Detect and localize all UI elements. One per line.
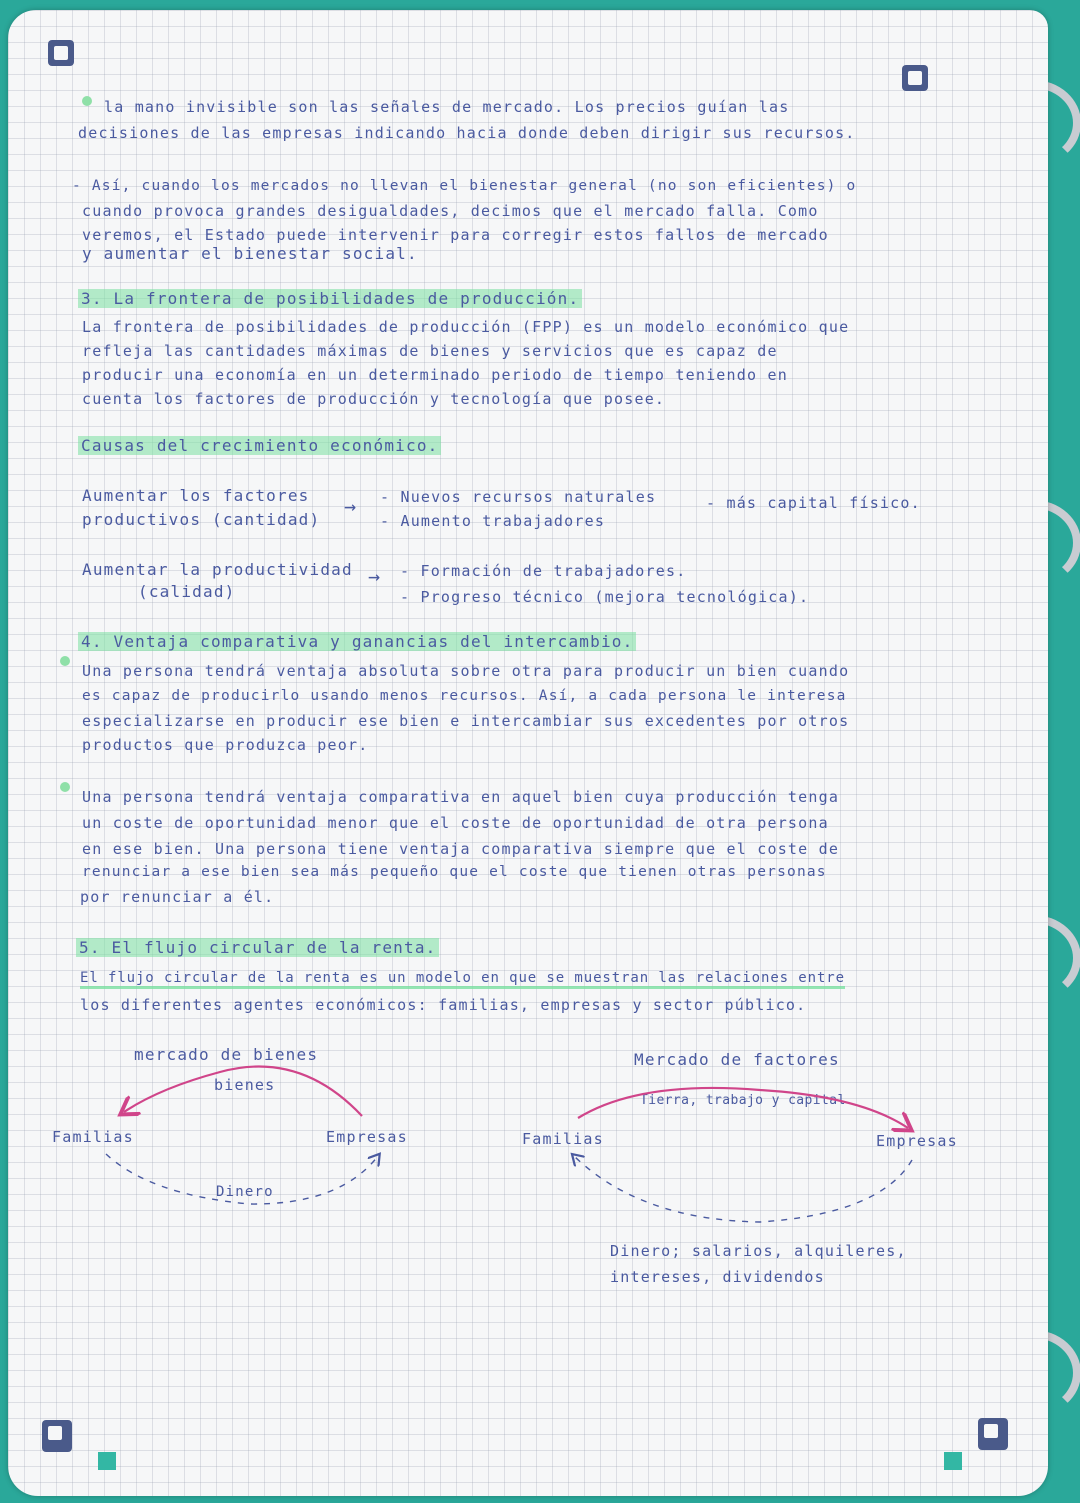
section-5-line: los diferentes agentes económicos: familias, empresas y sector público. xyxy=(80,996,807,1014)
section-4-heading: 4. Ventaja comparativa y ganancias del intercambio. xyxy=(78,632,636,651)
productividad-label: Aumentar la productividad xyxy=(82,560,353,579)
section-4-line: Una persona tendrá ventaja absoluta sobre otra para producir un bien cuando xyxy=(82,662,850,680)
section-3-line: refleja las cantidades máximas de bienes y servicios que es capaz de xyxy=(82,342,778,360)
arrow-right-icon: → xyxy=(368,564,382,588)
diagram-right-node-empresas: Empresas xyxy=(876,1132,958,1150)
section-4-line: en ese bien. Una persona tiene ventaja comparativa siempre que el coste de xyxy=(82,840,840,858)
factores-item: - más capital físico. xyxy=(706,494,921,512)
intro-line: decisiones de las empresas indicando hacia donde deben dirigir sus recursos. xyxy=(78,124,856,142)
productividad-item: - Formación de trabajadores. xyxy=(400,562,687,580)
fallos-line: veremos, el Estado puede intervenir para corregir estos fallos de mercado xyxy=(82,226,829,244)
fallos-line: - Así, cuando los mercados no llevan el bienestar general (no son eficientes) o xyxy=(72,178,857,194)
diagram-right-top-flow: Tierra, trabajo y capital xyxy=(640,1093,846,1108)
section-3-line: producir una economía en un determinado periodo de tiempo teniendo en xyxy=(82,366,788,384)
diagram-left-title: mercado de bienes xyxy=(134,1045,319,1064)
causas-heading: Causas del crecimiento económico. xyxy=(78,436,441,455)
diagram-left-node-empresas: Empresas xyxy=(326,1128,408,1146)
arrow-rentas xyxy=(574,1156,912,1222)
arrow-factores xyxy=(578,1088,908,1128)
section-4-line: productos que produzca peor. xyxy=(82,736,369,754)
productividad-item: - Progreso técnico (mejora tecnológica). xyxy=(400,588,810,606)
section-4-line: especializarse en producir ese bien e intercambiar sus excedentes por otros xyxy=(82,712,850,730)
section-4-line: es capaz de producirlo usando menos recursos. Así, a cada persona le interesa xyxy=(82,688,847,704)
section-3-line: La frontera de posibilidades de producción (FPP) es un modelo económico que xyxy=(82,318,850,336)
fallos-line: y aumentar el bienestar social. xyxy=(82,244,418,263)
factores-label: Aumentar los factores xyxy=(82,486,310,505)
intro-line: la mano invisible son las señales de mercado. Los precios guían las xyxy=(104,98,790,116)
section-4-line: un coste de oportunidad menor que el coste de oportunidad de otra persona xyxy=(82,814,829,832)
diagram-right-bottom-flow: intereses, dividendos xyxy=(610,1268,825,1286)
productividad-label: (calidad) xyxy=(138,582,236,601)
section-3-heading: 3. La frontera de posibilidades de producción. xyxy=(78,289,582,308)
arrow-dinero xyxy=(106,1154,378,1204)
arrow-right-icon: → xyxy=(344,494,358,518)
section-4-line: por renunciar a él. xyxy=(80,888,275,906)
diagram-right-node-familias: Familias xyxy=(522,1130,604,1148)
section-5-heading: 5. El flujo circular de la renta. xyxy=(76,938,439,957)
diagram-left-bottom-flow: Dinero xyxy=(216,1184,274,1200)
section-4-line: Una persona tendrá ventaja comparativa en aquel bien cuya producción tenga xyxy=(82,788,840,806)
section-4-line: renunciar a ese bien sea más pequeño que el coste que tienen otras personas xyxy=(82,864,827,880)
diagram-left-node-familias: Familias xyxy=(52,1128,134,1146)
diagram-right-bottom-flow: Dinero; salarios, alquileres, xyxy=(610,1242,907,1260)
factores-item: - Aumento trabajadores xyxy=(380,512,606,530)
diagram-right-title: Mercado de factores xyxy=(634,1050,840,1069)
factores-item: - Nuevos recursos naturales xyxy=(380,488,657,506)
factores-label: productivos (cantidad) xyxy=(82,510,321,529)
arrow-bienes xyxy=(124,1067,362,1117)
section-3-line: cuenta los factores de producción y tecnología que posee. xyxy=(82,390,666,408)
diagram-left-top-flow: bienes xyxy=(214,1076,276,1094)
fallos-line: cuando provoca grandes desigualdades, decimos que el mercado falla. Como xyxy=(82,202,819,220)
section-5-line: El flujo circular de la renta es un modelo en que se muestran las relaciones entre xyxy=(80,970,845,989)
